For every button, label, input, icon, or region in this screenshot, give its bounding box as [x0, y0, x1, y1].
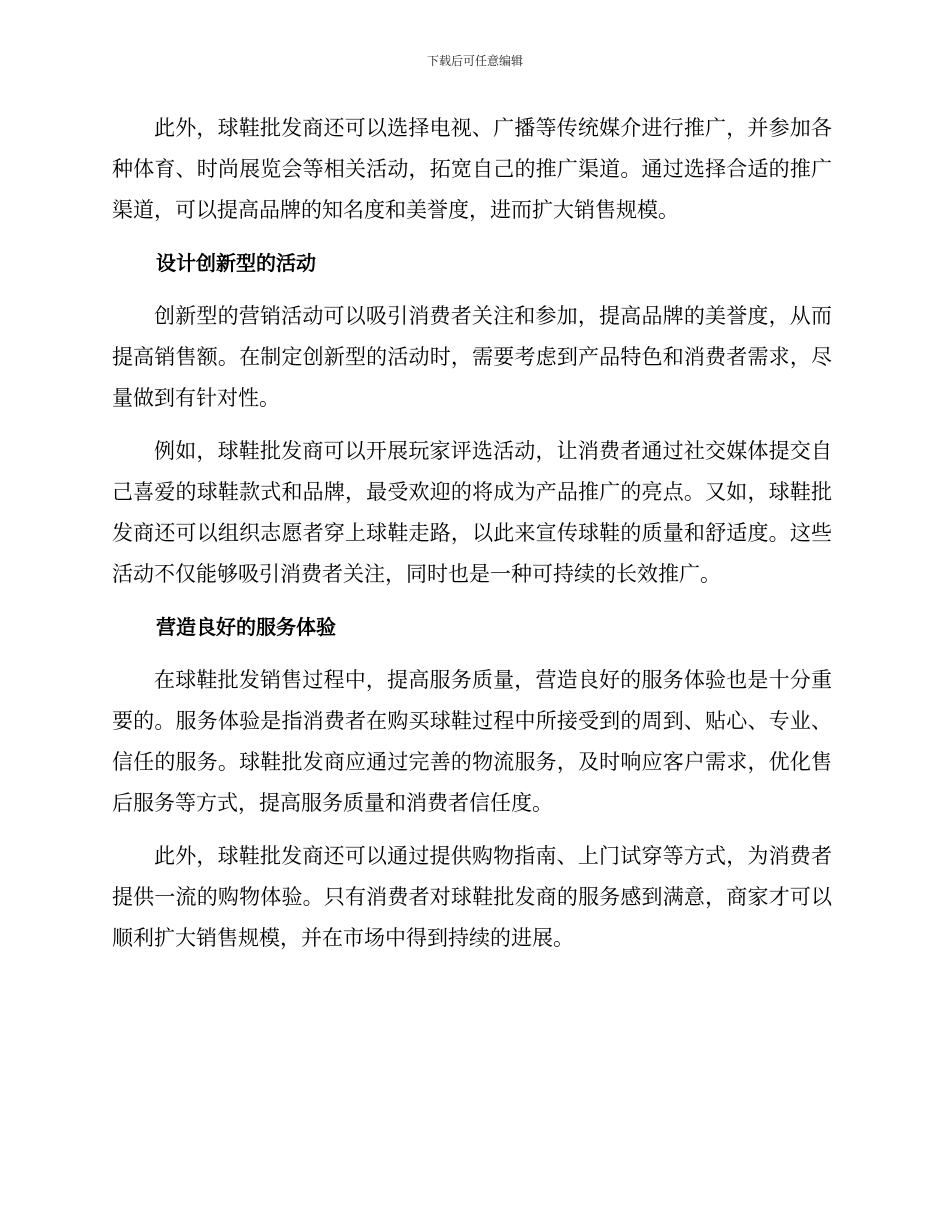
- paragraph-innovative-marketing: 创新型的营销活动可以吸引消费者关注和参加，提高品牌的美誉度，从而提高销售额。在制定创新型的活动时，需要考虑到产品特色和消费者需求，尽量做到有针对性。: [112, 304, 832, 410]
- page-header: 下载后可任意编辑: [426, 54, 523, 68]
- paragraph-activity-examples: 例如，球鞋批发商可以开展玩家评选活动，让消费者通过社交媒体提交自己喜爱的球鞋款式和品牌，最受欢迎的将成为产品推广的亮点。又如，球鞋批发商还可以组织志愿者穿上球鞋走路，以此来宣传球鞋的质量和舒适度。这些活动不仅能够吸引消费者关注，同时也是一种可持续的长效推广。: [112, 439, 832, 586]
- paragraph-promotion-channels: 此外，球鞋批发商还可以选择电视、广播等传统媒介进行推广，并参加各种体育、时尚展览会等相关活动，拓宽自己的推广渠道。通过选择合适的推广渠道，可以提高品牌的知名度和美誉度，进而扩大销售规模。: [112, 116, 832, 222]
- paragraph-shopping-experience: 此外，球鞋批发商还可以通过提供购物指南、上门试穿等方式，为消费者提供一流的购物体验。只有消费者对球鞋批发商的服务感到满意，商家才可以顺利扩大销售规模，并在市场中得到持续的进展。: [112, 844, 832, 950]
- heading-innovative-activities: 设计创新型的活动: [156, 251, 316, 275]
- heading-service-experience: 营造良好的服务体验: [156, 615, 336, 639]
- document-body: [112, 108, 832, 971]
- paragraph-service-quality: 在球鞋批发销售过程中，提高服务质量，营造良好的服务体验也是十分重要的。服务体验是指消费者在购买球鞋过程中所接受到的周到、贴心、专业、信任的服务。球鞋批发商应通过完善的物流服务，及时响应客户需求，优化售后服务等方式，提高服务质量和消费者信任度。: [112, 668, 832, 815]
